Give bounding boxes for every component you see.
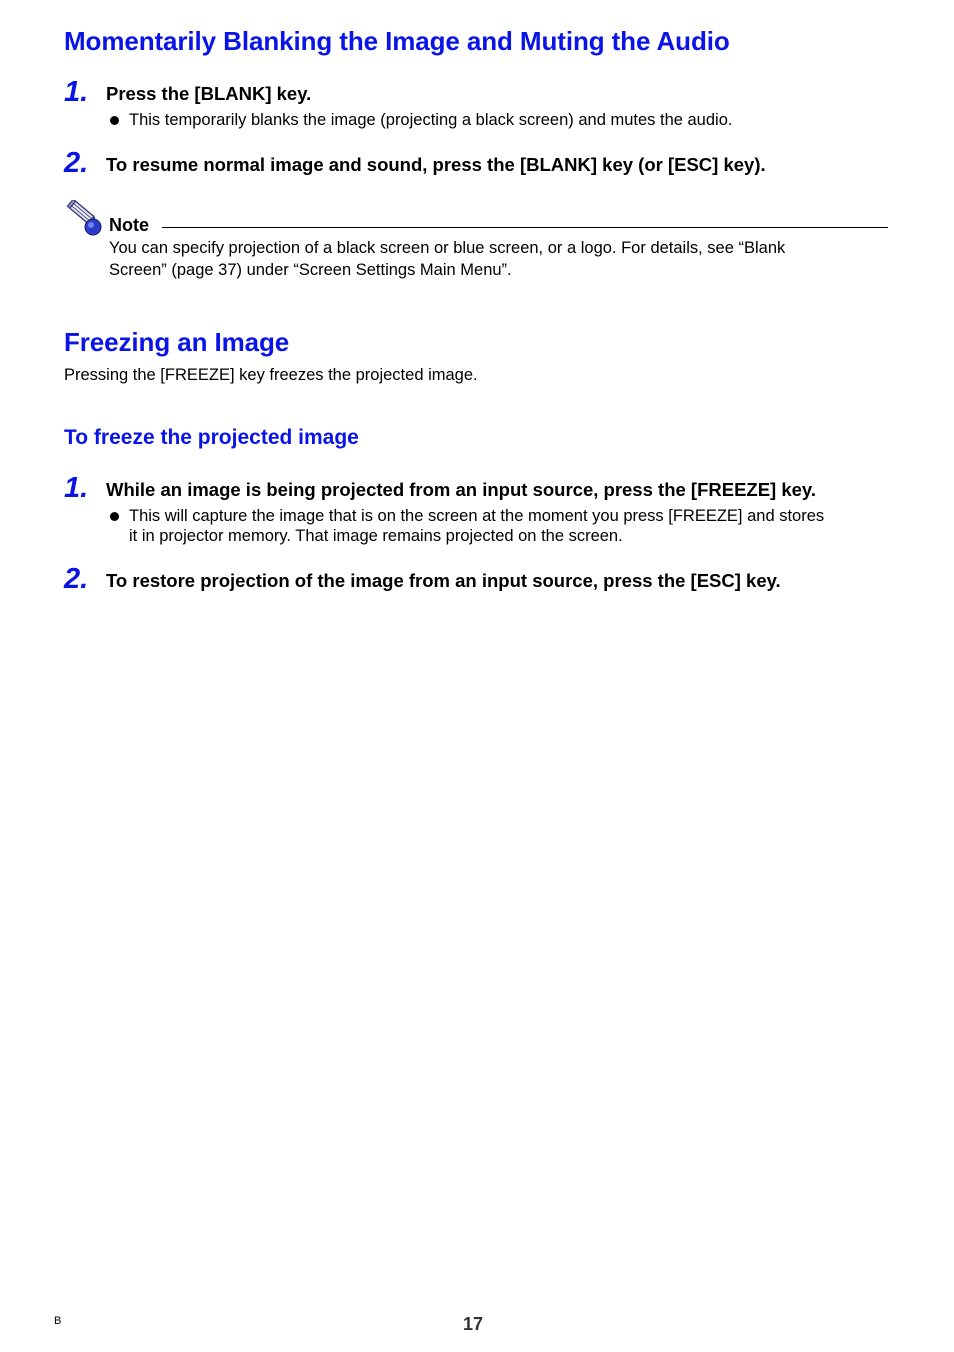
section-title-freezing: Freezing an Image: [64, 327, 290, 357]
subsection-title: To freeze the projected image: [64, 426, 359, 449]
step-text: Press the [BLANK] key.: [106, 83, 312, 104]
note-divider: [162, 227, 888, 228]
step-bullet-text: This will capture the image that is on the screen at the moment you press [FREEZE] and stores: [129, 507, 825, 525]
section-intro: Pressing the [FREEZE] key freezes the projected image.: [64, 366, 478, 384]
page-number: 17: [463, 1314, 484, 1334]
step-number: 1.: [64, 76, 89, 108]
step-text: To resume normal image and sound, press the [BLANK] key (or [ESC] key).: [106, 154, 766, 175]
step-number: 2.: [64, 147, 89, 179]
note-text-line: Screen” (page 37) under “Screen Settings Main Menu”.: [109, 261, 512, 279]
step-text: While an image is being projected from an input source, press the [FREEZE] key.: [106, 479, 816, 500]
note-label: Note: [109, 215, 149, 235]
footer-language-code: B: [54, 1315, 62, 1327]
section-title-blanking: Momentarily Blanking the Image and Muting the Audio: [64, 26, 730, 56]
step-bullet-text: it in projector memory. That image remains projected on the screen.: [129, 527, 623, 545]
step-number: 1.: [64, 472, 89, 504]
step-text: To restore projection of the image from an input source, press the [ESC] key.: [106, 570, 781, 591]
pencil-note-icon: [66, 200, 104, 238]
step-bullet-text: This temporarily blanks the image (projecting a black screen) and mutes the audio.: [129, 111, 733, 129]
note-text-line: You can specify projection of a black screen or blue screen, or a logo. For details, see “Blank: [109, 239, 786, 257]
bullet-dot: [110, 116, 119, 125]
bullet-dot: [110, 512, 119, 521]
step-number: 2.: [64, 563, 89, 595]
